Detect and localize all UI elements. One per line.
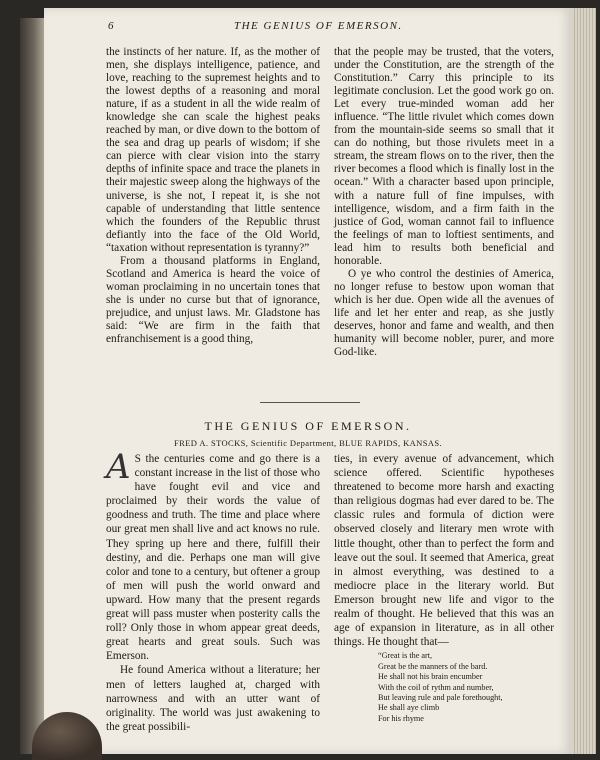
paragraph: the instincts of her nature. If, as the mother of men, she displays intelligence, patience, and love, reaching to the supremest heights and to the lowest depths of a reasoning and moral nature, if as a student in all the wide realm of knowledge she can scale the highest peaks reached by man, or dive down to the bottom of the sea and drag up pearls of wisdom; if she can pierce with clear vision into the starry depths of infinite space and trace the planets in their majestic sweep along the highways of the universe, is she not, I repeat it, is she not capable of understanding that little sentence which the founders of the Republic thrust defiantly into the face of the Old World, “taxation without representation is tyranny?”: [106, 46, 320, 254]
paragraph: ties, in every avenue of advancement, which science offered. Scientific hypotheses threatened to become more harsh and exacting than religious dogmas had ever dared to be. The classic rules and formula of diction were observed closely and literary men wrote with little thought, other than to perfect the form and leave out the soul. It seemed that America, great in almost everything, was destined to a mediocre place in the literary world. But Emerson brought new life and vigor to the realm of thought. He believed that this was an age of expansion in literature, as in all other things. He thought that—: [334, 453, 554, 649]
article-title: THE GENIUS OF EMERSON.: [204, 419, 412, 433]
article-left-column: [106, 447, 320, 734]
background-edge: [596, 0, 600, 754]
paragraph-text: S the centuries come and go there is a constant increase in the list of those who have fought evil and vice and proclaimed by their words the value of goodness and truth. The time and place where our great men shall live and act knows no rule. They spring up here and there, fulfill their destiny, and die. Perhaps one man will give color and tone to a century, but oftener a group of men will push the world onward and upward. How many that the present regards great will pass muster when posterity calls the roll? Only those in whom appear great deeds, great hearts and great souls. Such was Emerson.: [106, 453, 320, 663]
poem-line: With the coil of rythm and number,: [378, 682, 494, 692]
opening-paragraph: [106, 447, 320, 663]
poem-line: He shall aye climb: [378, 703, 440, 713]
previous-article-left-column: [106, 46, 320, 346]
paragraph: He found America without a literature; her men of letters laughed at, charged with narrowness and with an utter want of originality. The world was just awakening to the great possibili-: [106, 664, 320, 733]
running-header: [44, 20, 572, 36]
poem-line: But leaving rule and pale forethought,: [378, 692, 503, 702]
poem-line: “Great is the art,: [378, 651, 433, 661]
poem-line: For his rhyme: [378, 713, 424, 723]
page-number: 6: [108, 20, 114, 32]
running-title: THE GENIUS OF EMERSON.: [234, 20, 403, 32]
poem-line: Great be the manners of the bard.: [378, 661, 488, 671]
book-page: [44, 8, 572, 754]
poem-line: He shall not his brain encumber: [378, 672, 483, 682]
paragraph: From a thousand platforms in England, Scotland and America is heard the voice of woman proclaiming in no uncertain tones that she is under no curse but that of ignorance, prejudice, and unjust laws. Mr. Gladstone has said: “We are firm in the faith that enfranchisement is a good thing,: [106, 254, 320, 346]
article-byline: FRED A. STOCKS, Scientific Department, BLUE RAPIDS, KANSAS.: [173, 438, 443, 448]
previous-article-right-column: [334, 46, 554, 359]
poem-quote: [378, 651, 554, 724]
paragraph: that the people may be trusted, that the voters, under the Constitution, are the strength of the Constitution.” Carry this principle to its legitimate conclusion. Let the good work go on. Let every true-minded woman add her influence. “The little rivulet which comes down from the mountain-side seems so small that it can do nothing, but those rivulets meet in a stream, the stream flows on to the river, then the river becomes a flood which is finally lost in the ocean.” With a character based upon principle, with a nature full of fine impulses, with intelligence, wisdom, and a firm faith in the justice of God, woman cannot fail to influence the feelings of man to loftiest sentiments, and lead him to results both beneficial and honorable.: [334, 46, 554, 267]
section-divider: [260, 402, 360, 403]
article-right-column: [334, 452, 554, 724]
paragraph: O ye who control the destinies of America, no longer refuse to bestow upon woman that which is her due. Open wide all the avenues of life and let her enter and reap, as she justly deserves, honor and fame and wealth, and then humanity will become nobler, purer, and more God-like.: [334, 267, 554, 359]
drop-cap: A: [106, 447, 131, 487]
